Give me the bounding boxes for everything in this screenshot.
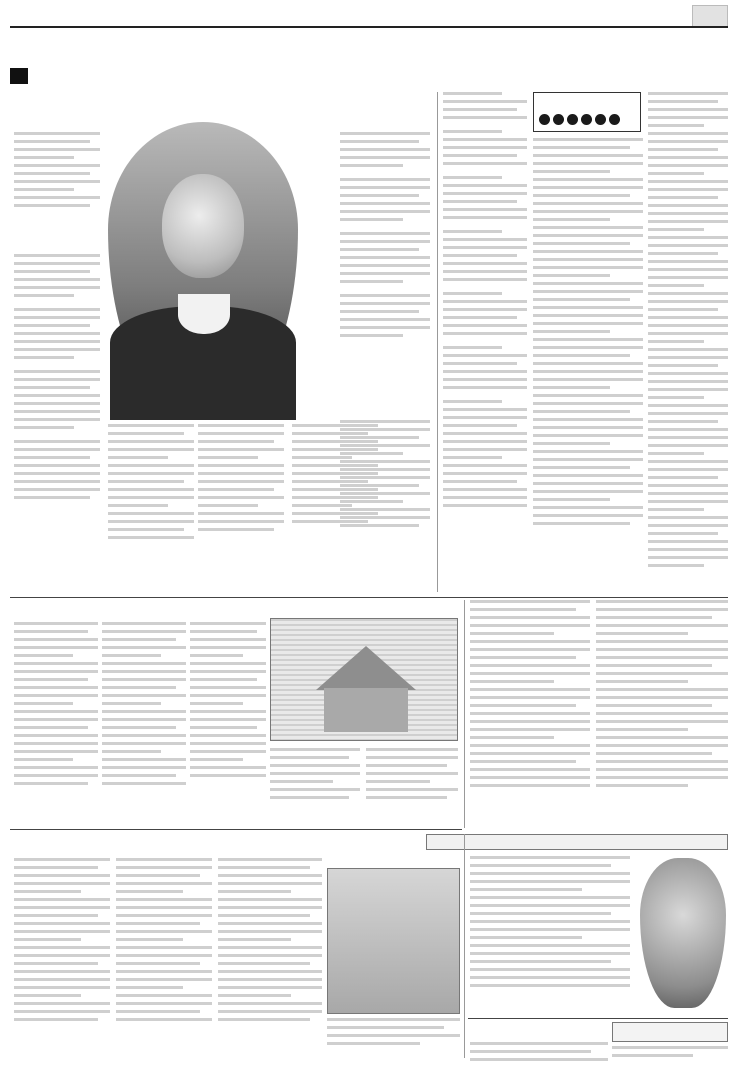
header-rule (10, 26, 728, 28)
page-number (692, 5, 728, 27)
almanak-column-3 (218, 858, 322, 1058)
etching-building (324, 688, 408, 732)
violin-image (640, 858, 726, 1008)
kunst-banner (612, 1022, 728, 1042)
agenda-dot-5 (595, 114, 606, 125)
muziek-agenda-box (533, 92, 641, 132)
agenda-column-1 (443, 92, 527, 592)
column-divider (437, 92, 438, 592)
lintje-column (470, 1042, 608, 1066)
lead-column-3 (198, 424, 284, 592)
franse-column-2 (102, 622, 186, 822)
agenda-column-3 (648, 92, 728, 592)
lead-column-6 (340, 420, 430, 592)
agenda-dot-1 (539, 114, 550, 125)
lead-intro (14, 132, 100, 252)
agenda-dot-6 (609, 114, 620, 125)
column-divider (464, 834, 465, 1058)
kunst-column (612, 1046, 728, 1066)
agenda-column-2 (533, 138, 643, 592)
lead-column-1 (14, 254, 100, 592)
concert-column-1 (470, 600, 590, 828)
portrait-collar (178, 294, 230, 334)
portrait-face (162, 174, 244, 278)
almanak-column-1 (14, 858, 110, 1058)
concert-column-3 (470, 856, 630, 1014)
franse-column-4 (270, 748, 360, 822)
dagboek-tag (10, 68, 28, 84)
section-rule-3 (468, 1018, 728, 1019)
almanak-image (327, 868, 460, 1014)
section-rule-2 (10, 829, 462, 830)
franse-column-5 (366, 748, 458, 822)
almanak-column-2 (116, 858, 212, 1058)
franse-column-1 (14, 622, 98, 822)
concert-banner (426, 834, 728, 850)
agenda-dot-3 (567, 114, 578, 125)
lead-column-2 (108, 424, 194, 592)
franse-column-3 (190, 622, 266, 822)
concert-column-2 (596, 600, 728, 828)
almanak-column-4 (327, 1018, 460, 1058)
column-divider (464, 600, 465, 828)
agenda-dot-2 (553, 114, 564, 125)
agenda-dot-4 (581, 114, 592, 125)
section-rule-1 (10, 597, 728, 598)
page-header (0, 0, 738, 50)
lead-column-5 (340, 132, 430, 414)
